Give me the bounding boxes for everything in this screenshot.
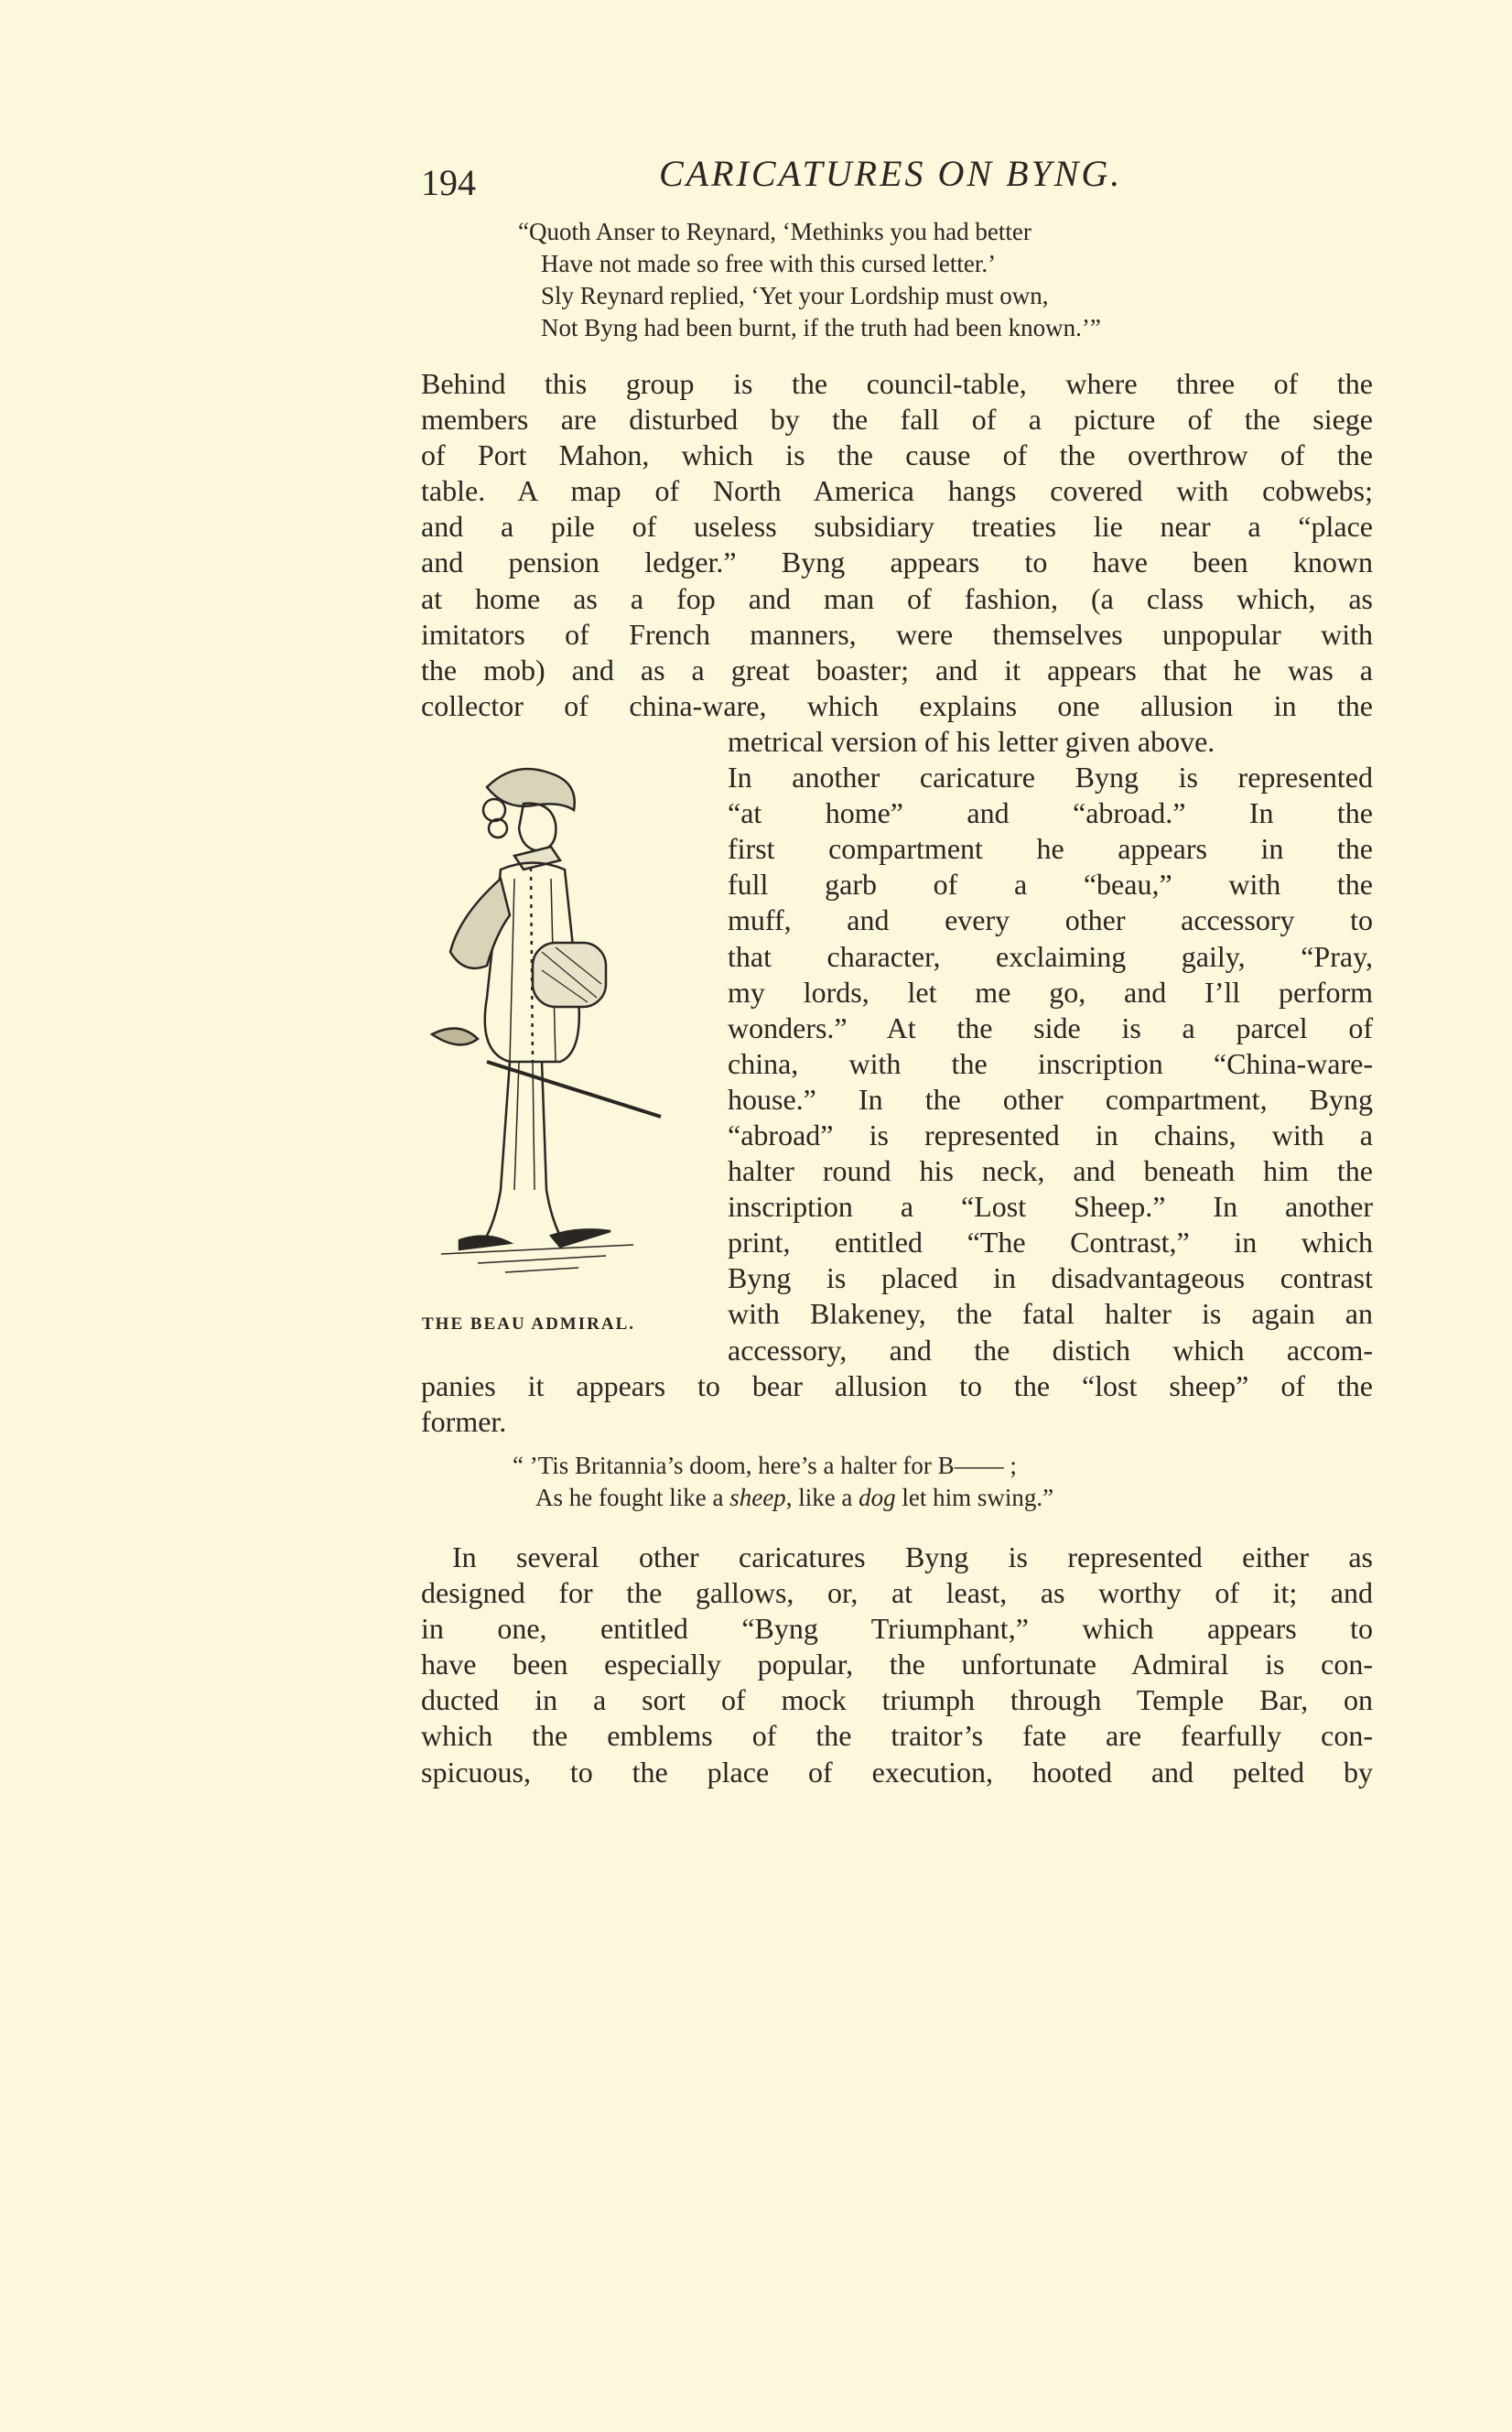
text-line: table. A map of North America hangs covered with cobwebs;	[421, 474, 1373, 508]
text-line: of Port Mahon, which is the cause of the overthrow of the	[421, 438, 1373, 472]
text-line: print, entitled “The Contrast,” in which	[728, 1226, 1373, 1259]
text-line: and a pile of useless subsidiary treaties lie near a “place	[421, 510, 1373, 544]
figure-caption: THE BEAU ADMIRAL.	[422, 1314, 635, 1334]
text-line: my lords, let me go, and I’ll perform	[728, 975, 1373, 1009]
text-line: As he fought like a sheep, like a dog let him swing.”	[535, 1484, 1054, 1511]
text-line: inscription a “Lost Sheep.” In another	[728, 1190, 1373, 1224]
text-line: Have not made so free with this cursed letter.’	[541, 250, 997, 277]
running-title: CARICATURES ON BYNG.	[659, 153, 1123, 194]
text-line: in one, entitled “Byng Triumphant,” which appears to	[421, 1612, 1373, 1646]
text-line: house.” In the other compartment, Byng	[728, 1082, 1373, 1116]
text-line: with Blakeney, the fatal halter is again an	[728, 1297, 1373, 1331]
text-line: halter round his neck, and beneath him the	[728, 1154, 1373, 1188]
text-line: former.	[421, 1404, 507, 1438]
text-line: full garb of a “beau,” with the	[728, 868, 1373, 902]
text-line: Byng is placed in disadvantageous contrast	[728, 1261, 1373, 1295]
text-line: wonders.” At the side is a parcel of	[728, 1011, 1373, 1044]
text-line: and pension ledger.” Byng appears to have been known	[421, 546, 1373, 579]
text-line: at home as a fop and man of fashion, (a class which, as	[421, 581, 1373, 615]
text-line: first compartment he appears in the	[728, 832, 1373, 866]
text-line: designed for the gallows, or, at least, as worthy of it; and	[421, 1576, 1373, 1610]
text-line: which the emblems of the traitor’s fate are fearfully con-	[421, 1719, 1373, 1753]
text-line: Behind this group is the council-table, where three of the	[421, 367, 1373, 400]
text-line: the mob) and as a great boaster; and it appears that he was a	[421, 653, 1373, 686]
verse-quotation-2	[513, 1450, 1053, 1514]
text-line: “Quoth Anser to Reynard, ‘Methinks you had better	[518, 218, 1031, 245]
text-line: imitators of French manners, were themselves unpopular with	[421, 617, 1373, 651]
text-line: have been especially popular, the unfortunate Admiral is con-	[421, 1648, 1373, 1681]
text-line: “ ’Tis Britannia’s doom, here’s a halter for B—— ;	[513, 1452, 1017, 1479]
text-line: In several other caricatures Byng is represented either as	[452, 1540, 1373, 1573]
text-line: Sly Reynard replied, ‘Yet your Lordship must own,	[541, 282, 1049, 309]
text-line: ducted in a sort of mock triumph through Temple Bar, on	[421, 1683, 1373, 1717]
text-line: members are disturbed by the fall of a picture of the siege	[421, 403, 1373, 437]
text-line: In another caricature Byng is represented	[728, 761, 1373, 794]
page-number: 194	[421, 162, 476, 203]
text-line: panies it appears to bear allusion to the “lost sheep” of the	[421, 1368, 1373, 1402]
text-line: “abroad” is represented in chains, with a	[728, 1118, 1373, 1151]
text-line: china, with the inscription “China-ware-	[728, 1046, 1373, 1080]
beau-admiral-illustration	[423, 760, 679, 1291]
text-line: Not Byng had been burnt, if the truth had been known.’”	[541, 314, 1101, 341]
text-line: “at home” and “abroad.” In the	[728, 796, 1373, 830]
text-line: collector of china-ware, which explains one allusion in the	[421, 688, 1373, 722]
text-line: spicuous, to the place of execution, hooted and pelted by	[421, 1755, 1373, 1789]
text-line: metrical version of his letter given above.	[728, 724, 1215, 758]
text-line: accessory, and the distich which accom-	[728, 1333, 1373, 1367]
text-line: muff, and every other accessory to	[728, 903, 1373, 937]
text-line: that character, exclaiming gaily, “Pray,	[728, 939, 1373, 973]
verse-quotation-1	[518, 216, 1101, 344]
paragraph-2	[421, 1540, 1373, 1790]
